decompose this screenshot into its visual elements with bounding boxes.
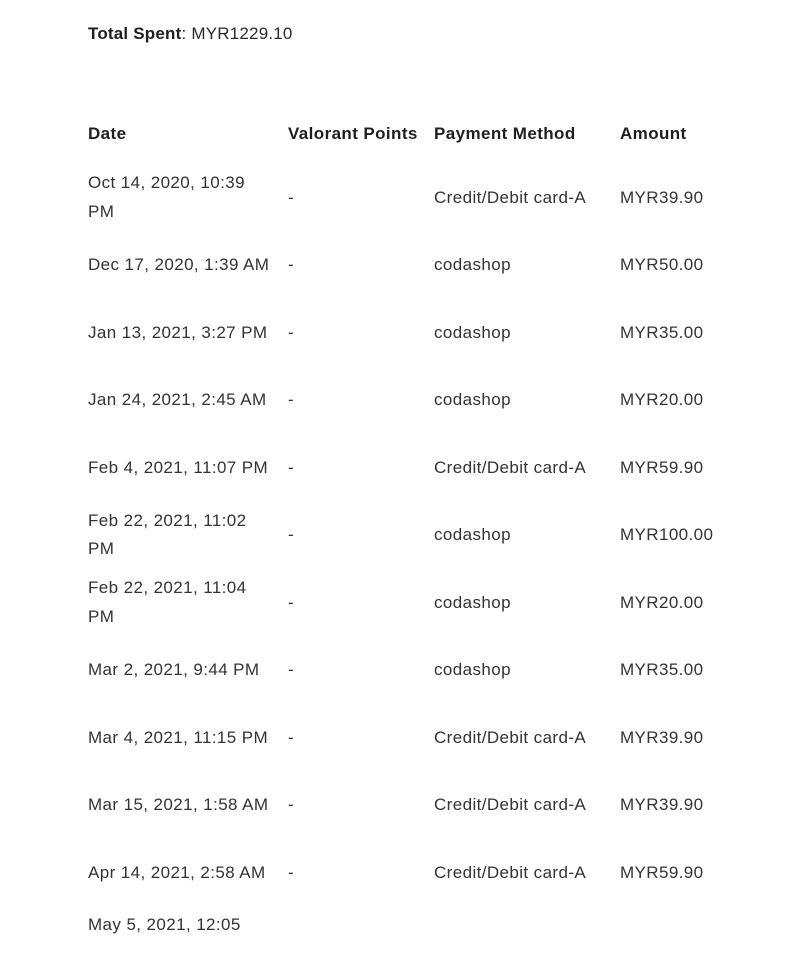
payment-method-cell bbox=[428, 907, 614, 978]
date-cell: Jan 24, 2021, 2:45 AM bbox=[82, 367, 282, 435]
payment-method-cell: codashop bbox=[428, 367, 614, 435]
table-row bbox=[82, 164, 732, 232]
valorant-points-cell: - bbox=[282, 299, 428, 367]
table-row bbox=[82, 367, 732, 435]
total-spent-label: Total Spent bbox=[88, 24, 182, 43]
date-cell: Feb 22, 2021, 11:02 PM bbox=[82, 502, 282, 570]
amount-cell: MYR39.90 bbox=[614, 772, 732, 840]
payment-method-cell: Credit/Debit card-A bbox=[428, 772, 614, 840]
amount-cell: MYR35.00 bbox=[614, 637, 732, 705]
payment-method-cell: codashop bbox=[428, 637, 614, 705]
date-cell: Dec 17, 2020, 1:39 AM bbox=[82, 232, 282, 300]
table-row bbox=[82, 299, 732, 367]
valorant-points-cell: - bbox=[282, 367, 428, 435]
valorant-points-cell: - bbox=[282, 569, 428, 637]
table-row bbox=[82, 502, 732, 570]
valorant-points-cell: - bbox=[282, 434, 428, 502]
valorant-points-cell: - bbox=[282, 839, 428, 907]
payment-method-cell: Credit/Debit card-A bbox=[428, 704, 614, 772]
table-row bbox=[82, 569, 732, 637]
valorant-points-cell bbox=[282, 907, 428, 978]
date-cell: Mar 15, 2021, 1:58 AM bbox=[82, 772, 282, 840]
date-cell: May 5, 2021, 12:05 bbox=[82, 907, 282, 978]
column-header-date: Date bbox=[82, 104, 282, 164]
payment-method-cell: codashop bbox=[428, 569, 614, 637]
table-row bbox=[82, 434, 732, 502]
header-row bbox=[82, 104, 732, 164]
date-cell: Apr 14, 2021, 2:58 AM bbox=[82, 839, 282, 907]
table-body bbox=[82, 164, 732, 978]
total-spent-colon: : bbox=[182, 24, 192, 43]
table-row bbox=[82, 637, 732, 705]
date-cell: Oct 14, 2020, 10:39 PM bbox=[82, 164, 282, 232]
valorant-points-cell: - bbox=[282, 772, 428, 840]
amount-cell: MYR100.00 bbox=[614, 502, 732, 570]
purchase-history-table bbox=[82, 104, 732, 978]
amount-cell: MYR39.90 bbox=[614, 164, 732, 232]
table-row bbox=[82, 907, 732, 978]
payment-method-cell: codashop bbox=[428, 502, 614, 570]
payment-method-cell: codashop bbox=[428, 299, 614, 367]
amount-cell: MYR20.00 bbox=[614, 569, 732, 637]
amount-cell: MYR50.00 bbox=[614, 232, 732, 300]
amount-cell bbox=[614, 907, 732, 978]
payment-method-cell: Credit/Debit card-A bbox=[428, 434, 614, 502]
date-cell: Jan 13, 2021, 3:27 PM bbox=[82, 299, 282, 367]
payment-method-cell: codashop bbox=[428, 232, 614, 300]
total-spent bbox=[88, 24, 293, 44]
date-cell: Mar 4, 2021, 11:15 PM bbox=[82, 704, 282, 772]
valorant-points-cell: - bbox=[282, 637, 428, 705]
date-cell: Mar 2, 2021, 9:44 PM bbox=[82, 637, 282, 705]
valorant-points-cell: - bbox=[282, 232, 428, 300]
table-row bbox=[82, 704, 732, 772]
column-header-valorant-points: Valorant Points bbox=[282, 104, 428, 164]
table-row bbox=[82, 839, 732, 907]
amount-cell: MYR39.90 bbox=[614, 704, 732, 772]
payment-method-cell: Credit/Debit card-A bbox=[428, 839, 614, 907]
column-header-payment-method: Payment Method bbox=[428, 104, 614, 164]
valorant-points-cell: - bbox=[282, 704, 428, 772]
amount-cell: MYR20.00 bbox=[614, 367, 732, 435]
payment-method-cell: Credit/Debit card-A bbox=[428, 164, 614, 232]
date-cell: Feb 22, 2021, 11:04 PM bbox=[82, 569, 282, 637]
table-header bbox=[82, 104, 732, 164]
table-row bbox=[82, 772, 732, 840]
amount-cell: MYR59.90 bbox=[614, 434, 732, 502]
total-spent-value: MYR1229.10 bbox=[191, 24, 292, 43]
valorant-points-cell: - bbox=[282, 164, 428, 232]
table-row bbox=[82, 232, 732, 300]
amount-cell: MYR59.90 bbox=[614, 839, 732, 907]
valorant-points-cell: - bbox=[282, 502, 428, 570]
date-cell: Feb 4, 2021, 11:07 PM bbox=[82, 434, 282, 502]
column-header-amount: Amount bbox=[614, 104, 732, 164]
amount-cell: MYR35.00 bbox=[614, 299, 732, 367]
